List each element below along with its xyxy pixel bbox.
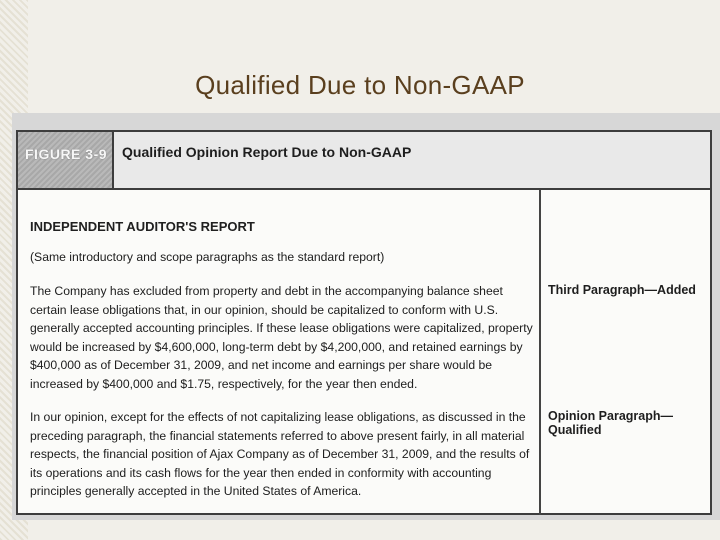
- column-divider: [539, 190, 541, 515]
- opinion-paragraph-text: In our opinion, except for the effects of not capitalizing lease obligations, as discussed in the preceding paragraph, the financial statements referred to above present fairly, in all material respects, the financial position of Ajax Company as of December 31, 2009, and the results of its operations and its cash flows for the year then ended in conformity with accounting principles generally accepted in the United States of America.: [30, 410, 530, 498]
- figure-number-box: [18, 132, 114, 188]
- figure-panel: [16, 130, 712, 515]
- figure-number: FIGURE 3-9: [25, 146, 108, 162]
- third-paragraph-text: The Company has excluded from property and debt in the accompanying balance sheet certain lease obligations that, in our opinion, should be capitalized to conform with U.S. generally accepted accounting principles. If these lease obligations were capitalized, property would be increased by $4,600,000, long-term debt by $4,200,000, and retained earnings by $400,000 as of December 31, 2009, and net income and earnings per share would be increased by $400,000 and $1.75, respectively, for the year then ended.: [30, 284, 533, 391]
- figure-header: [18, 132, 710, 190]
- intro-note: (Same introductory and scope paragraphs as the standard report): [30, 250, 385, 264]
- figure-title: Qualified Opinion Report Due to Non-GAAP: [122, 144, 412, 160]
- report-heading: INDEPENDENT AUDITOR'S REPORT: [30, 219, 255, 234]
- opinion-paragraph-label: Opinion Paragraph—Qualified: [548, 409, 674, 437]
- slide-title: Qualified Due to Non-GAAP: [195, 70, 525, 100]
- third-paragraph-label: Third Paragraph—Added: [548, 283, 696, 297]
